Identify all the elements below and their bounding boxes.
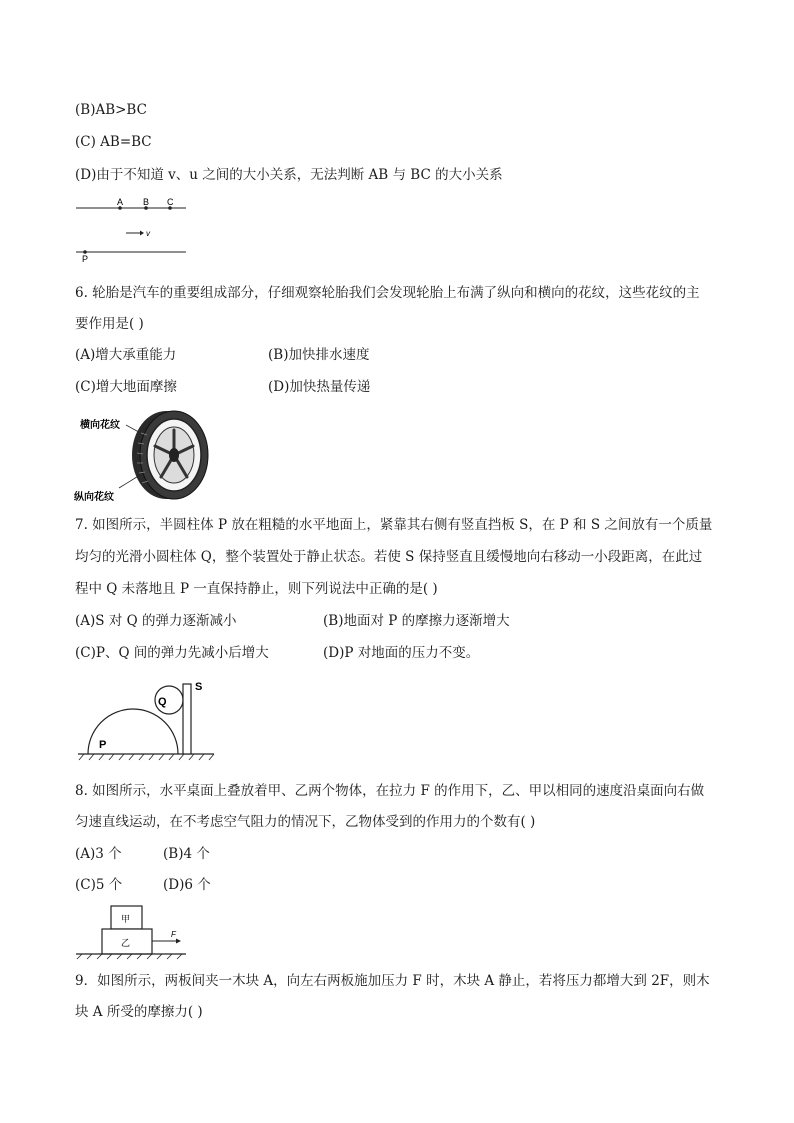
q6-label-longitudinal: 纵向花纹 [74, 492, 114, 503]
q7-option-a: (A)S 对 Q 的弹力逐渐减小 [75, 613, 237, 629]
q8-option-d: (D)6 个 [163, 877, 211, 893]
q7-figure [74, 676, 224, 764]
q8-label-f: F [171, 930, 176, 939]
q7-label-q: Q [158, 696, 167, 708]
q7-stem-line3: 程中 Q 未落地且 P 一直保持静止，则下列说法中正确的是( ) [75, 581, 438, 597]
q5-label-v: v [146, 229, 150, 238]
q6-option-c: (C)增大地面摩擦 [75, 379, 177, 395]
q6-label-transverse: 横向花纹 [80, 420, 120, 431]
q8-label-top: 甲 [121, 914, 131, 924]
q9-stem-line1: 9．如图所示，两板间夹一木块 A，向左右两板施加压力 F 时，木块 A 静止，若将压力都增大到 2F，则木 [75, 973, 710, 989]
q8-stem-line2: 匀速直线运动，在不考虑空气阻力的情况下，乙物体受到的作用力的个数有( ) [75, 814, 536, 830]
q8-label-bottom: 乙 [121, 938, 131, 948]
q6-option-d: (D)加快热量传递 [268, 379, 371, 395]
q7-option-c: (C)P、Q 间的弹力先减小后增大 [75, 645, 269, 661]
q5-label-b: B [143, 197, 150, 207]
q8-figure [74, 903, 194, 961]
q5-option-d: (D)由于不知道 v、u 之间的大小关系，无法判断 AB 与 BC 的大小关系 [75, 167, 503, 183]
q7-option-d: (D)P 对地面的压力不变。 [323, 645, 480, 661]
q5-label-p: P [82, 254, 89, 264]
q8-option-b: (B)4 个 [163, 846, 210, 862]
q7-label-p: P [99, 739, 107, 751]
q5-figure [72, 194, 192, 264]
q7-option-b: (B)地面对 P 的摩擦力逐渐增大 [323, 613, 510, 629]
q5-label-a: A [117, 197, 124, 207]
tire-icon [132, 411, 208, 499]
q7-stem-line1: 7. 如图所示，半圆柱体 P 放在粗糙的水平地面上，紧靠其右侧有竖直挡板 S，在 P 和 S 之间放有一个质量 [75, 517, 713, 533]
q5-option-c: (C) AB=BC [75, 134, 152, 150]
q7-stem-line2: 均匀的光滑小圆柱体 Q，整个装置处于静止状态。若使 S 保持竖直且缓慢地向右移动一小段距离，在此过 [75, 549, 703, 565]
q6-stem-line2: 要作用是( ) [75, 316, 144, 332]
q9-stem-line2: 块 A 所受的摩擦力( ) [75, 1004, 203, 1020]
q6-tire-figure [74, 403, 214, 503]
q5-label-c: C [167, 197, 174, 207]
baffle-s [183, 684, 191, 754]
q7-label-s: S [195, 681, 203, 693]
q8-option-c: (C)5 个 [75, 877, 123, 893]
q5-option-b: (B)AB>BC [75, 102, 147, 118]
q6-stem-line1: 6. 轮胎是汽车的重要组成部分，仔细观察轮胎我们会发现轮胎上布满了纵向和横向的花纹，这些花纹的主 [75, 285, 700, 301]
q6-option-b: (B)加快排水速度 [268, 347, 370, 363]
q8-stem-line1: 8. 如图所示，水平桌面上叠放着甲、乙两个物体，在拉力 F 的作用下，乙、甲以相同的速度沿桌面向右做 [75, 783, 705, 799]
q8-option-a: (A)3 个 [75, 846, 122, 862]
q6-option-a: (A)增大承重能力 [75, 347, 177, 363]
